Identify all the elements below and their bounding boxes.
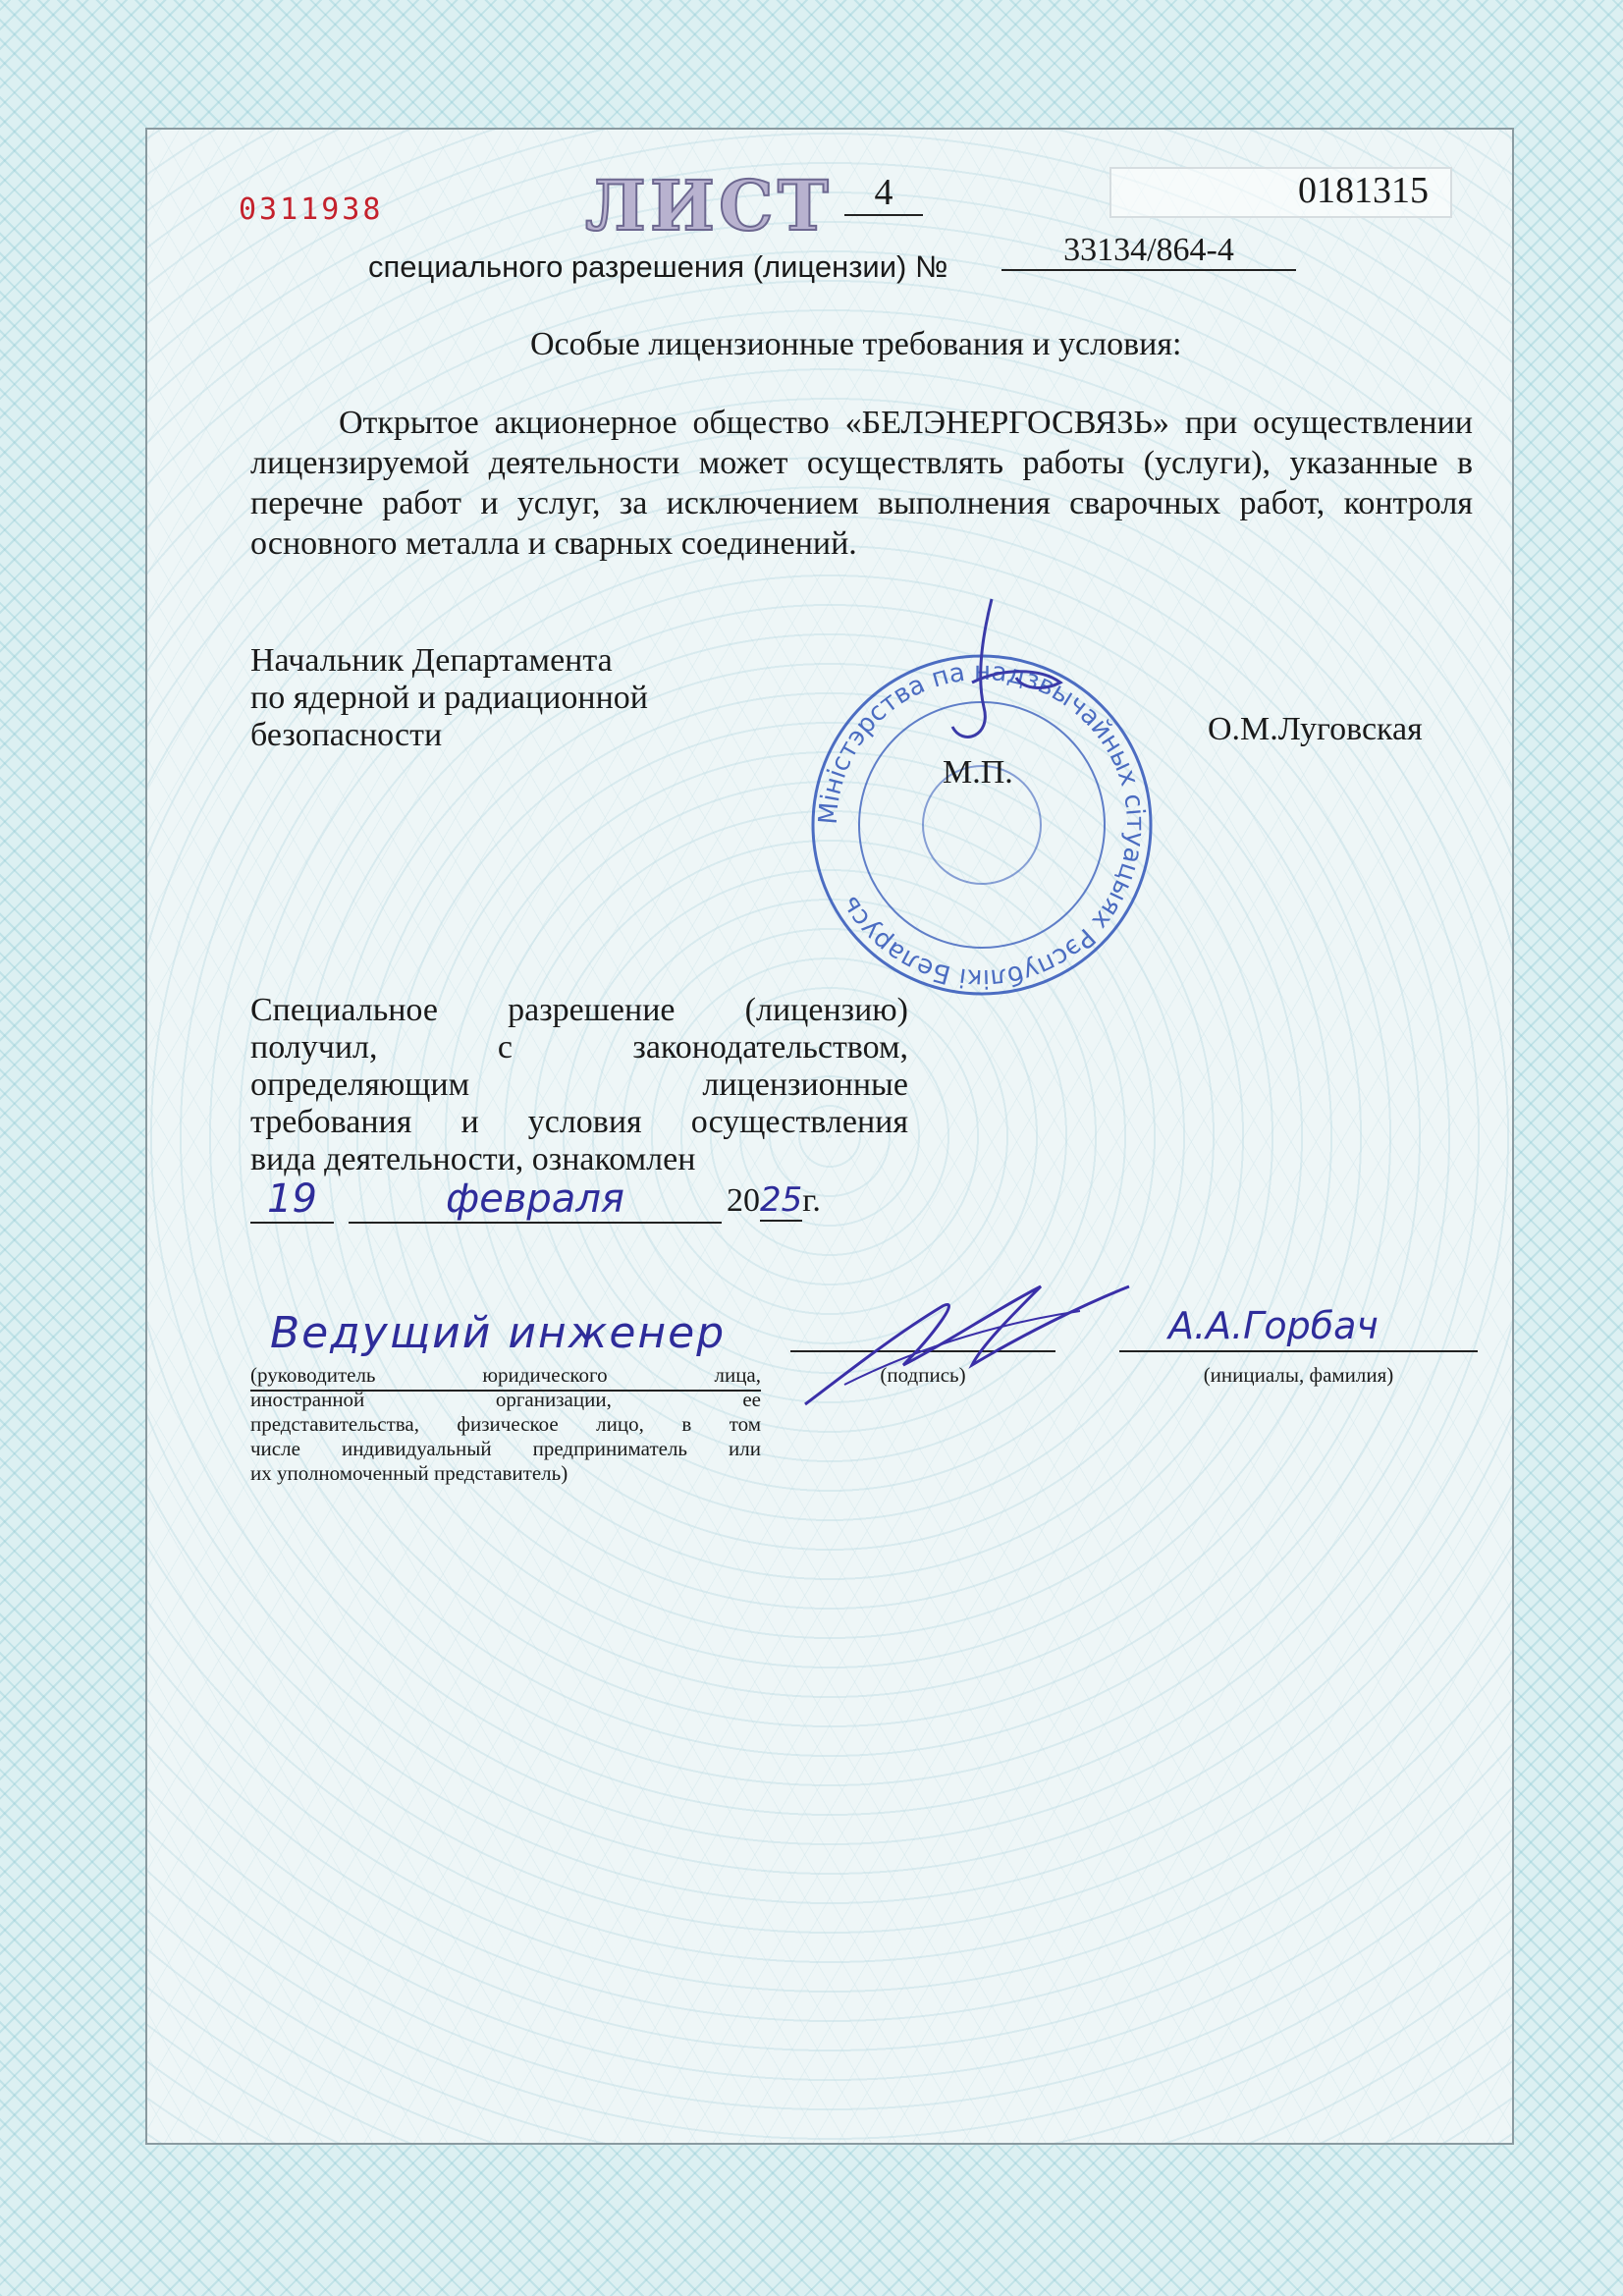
- name-handwritten: А.А.Горбач: [1168, 1304, 1379, 1347]
- acknowledgement-line: получил, с законодательством,: [250, 1029, 908, 1066]
- date-month: февраля: [349, 1176, 722, 1224]
- name-line: [1119, 1350, 1478, 1352]
- position-caption-line: (руководитель юридического лица,: [250, 1363, 761, 1387]
- subheading: Особые лицензионные требования и условия:: [530, 326, 1182, 362]
- blank-number: 0181315: [1298, 170, 1429, 211]
- sheet-title: ЛИСТ: [585, 165, 833, 246]
- position-caption-line: числе индивидуальный предприниматель или: [250, 1437, 761, 1460]
- serial-number: 0311938: [239, 192, 384, 227]
- signature-caption: (подпись): [880, 1363, 966, 1387]
- issuer-name: О.М.Луговская: [1208, 711, 1423, 747]
- date-day: 19: [250, 1176, 334, 1224]
- acknowledgement-line: определяющим лицензионные: [250, 1066, 908, 1103]
- date-year-prefix: 20: [727, 1182, 760, 1219]
- acknowledgement-text: [250, 992, 908, 1178]
- stamp-place-label: М.П.: [943, 754, 1013, 791]
- acknowledgement-line: Специальное разрешение (лицензию): [250, 992, 908, 1028]
- issuer-position: [250, 642, 761, 754]
- conditions-paragraph: Открытое акционерное общество «БЕЛЭНЕРГОСВЯЗЬ» при осуществлении лицензируемой деятельности может осуществлять работы (услуги), указанные в перечне работ и услуг, за исключением выполнения сварочных работ, контроля основного металла и сварных соединений.: [250, 405, 1473, 562]
- license-number: 33134/864-4: [1001, 232, 1296, 271]
- acknowledgement-line: требования и условия осуществления: [250, 1104, 908, 1140]
- date-year: [727, 1180, 923, 1220]
- stamp-text: Міністэрства па надзвычайных сітуацыях Рэспублікі Беларусь: [813, 656, 1151, 994]
- acknowledgement-line: вида деятельности, ознакомлен: [250, 1141, 696, 1177]
- issuer-position-line: Начальник Департамента: [250, 642, 613, 679]
- recipient-signature: [785, 1267, 1139, 1424]
- date-year-suffix: 25: [760, 1180, 803, 1220]
- position-caption: [250, 1363, 761, 1486]
- issuer-signature: [923, 589, 1080, 756]
- position-caption-line: представительства, физическое лицо, в том: [250, 1412, 761, 1436]
- name-caption: (инициалы, фамилия): [1203, 1363, 1394, 1387]
- position-handwritten: Ведущий инженер: [270, 1308, 727, 1358]
- issuer-position-line: по ядерной и радиационной: [250, 680, 648, 716]
- position-caption-line: их уполномоченный представитель): [250, 1461, 568, 1485]
- issuer-position-line: безопасности: [250, 717, 443, 753]
- sheet-number: 4: [844, 171, 923, 216]
- date-year-end: г.: [802, 1182, 821, 1219]
- position-caption-line: иностранной организации, ее: [250, 1388, 761, 1411]
- license-label: специального разрешения (лицензии) №: [368, 249, 948, 284]
